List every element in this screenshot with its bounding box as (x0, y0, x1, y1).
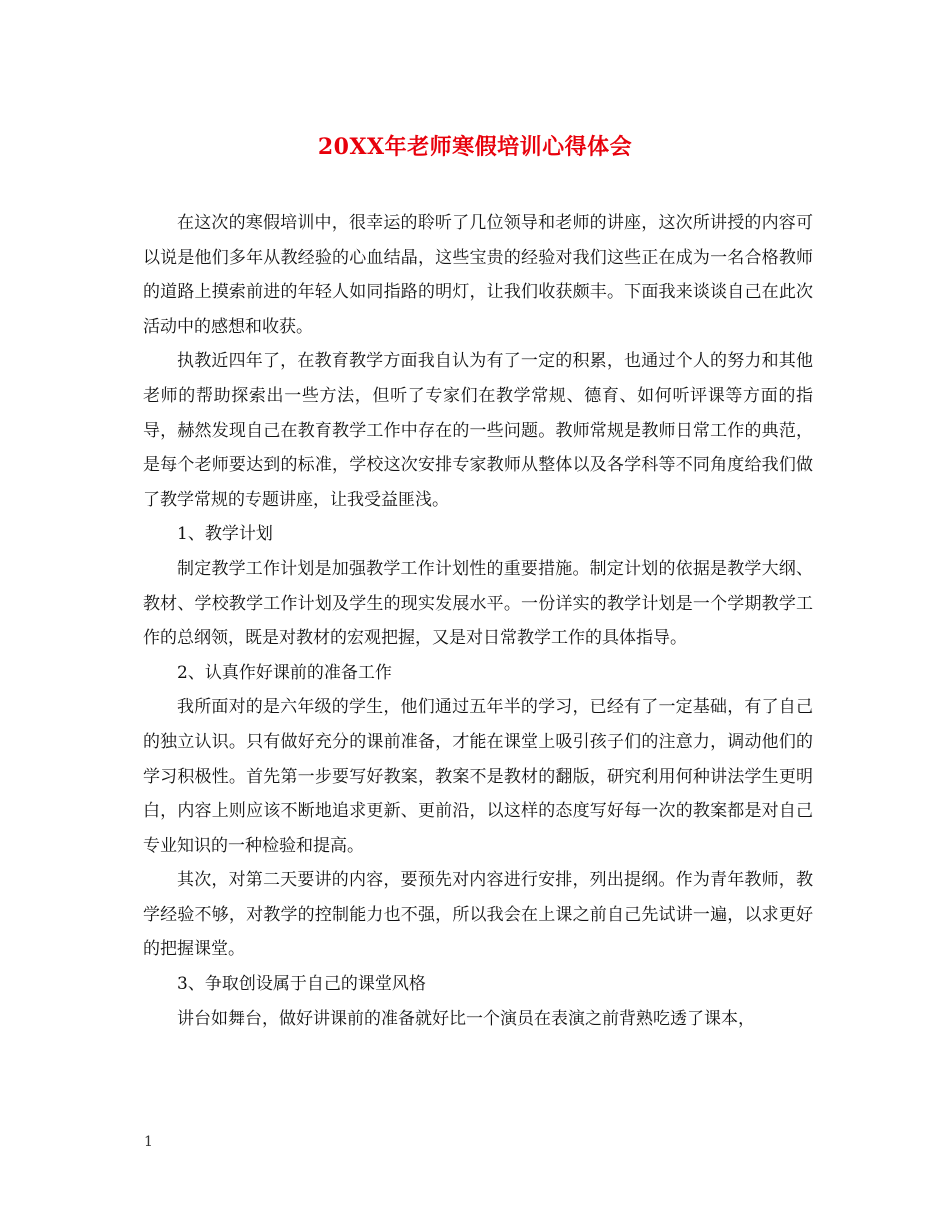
document-title: 20XX年老师寒假培训心得体会 (317, 134, 633, 160)
paragraph: 制定教学工作计划是加强教学工作计划性的重要措施。制定计划的依据是教学大纲、教材、学校教学工作计划及学生的现实发展水平。一份详实的教学计划是一个学期教学工作的总纲领，既是对教材的宏观把握，又是对日常教学工作的具体指导。 (143, 558, 813, 649)
paragraph: 我所面对的是六年级的学生，他们通过五年半的学习，已经有了一定基础，有了自己的独立认识。只有做好充分的课前准备，才能在课堂上吸引孩子们的注意力，调动他们的学习积极性。首先第一步要写好教案，教案不是教材的翻版，研究利用何种讲法学生更明白，内容上则应该不断地追求更新、更前沿，以这样的态度写好每一次的教案都是对自己专业知识的一种检验和提高。 (143, 697, 813, 856)
document-body (143, 206, 813, 1036)
section-heading: 2、认真作好课前的准备工作 (177, 662, 392, 683)
paragraph: 执教近四年了，在教育教学方面我自认为有了一定的积累，也通过个人的努力和其他老师的帮助探索出一些方法，但听了专家们在教学常规、德育、如何听评课等方面的指导，赫然发现自己在教育教学工作中存在的一些问题。教师常规是教师日常工作的典范，是每个老师要达到的标准，学校这次安排专家教师从整体以及各学科等不同角度给我们做了教学常规的专题讲座，让我受益匪浅。 (143, 351, 813, 510)
section-heading: 1、教学计划 (177, 524, 273, 545)
section-heading: 3、争取创设属于自己的课堂风格 (177, 974, 426, 995)
page-number: 1 (144, 1134, 153, 1150)
paragraph: 讲台如舞台，做好讲课前的准备就好比一个演员在表演之前背熟吃透了课本， (177, 1008, 755, 1029)
paragraph: 在这次的寒假培训中，很幸运的聆听了几位领导和老师的讲座，这次所讲授的内容可以说是他们多年从教经验的心血结晶，这些宝贵的经验对我们这些正在成为一名合格教师的道路上摸索前进的年轻人如同指路的明灯，让我们收获颇丰。下面我来谈谈自己在此次活动中的感想和收获。 (143, 213, 813, 337)
paragraph: 其次，对第二天要讲的内容，要预先对内容进行安排，列出提纲。作为青年教师，教学经验不够，对教学的控制能力也不强，所以我会在上课之前自己先试讲一遍，以求更好的把握课堂。 (143, 870, 813, 960)
